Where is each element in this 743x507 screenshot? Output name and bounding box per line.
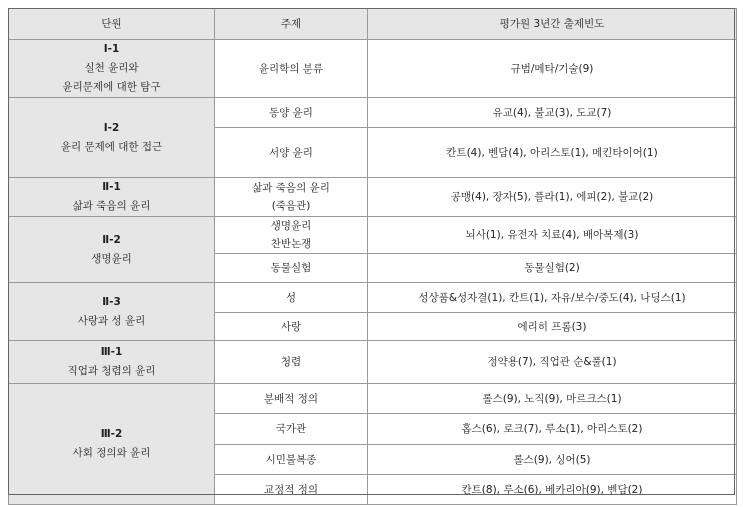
frequency-cell: 홉스(6), 로크(7), 루소(1), 아리스토(2) bbox=[368, 414, 737, 445]
frequency-cell: 규범/메타/기술(9) bbox=[368, 40, 737, 98]
frequency-cell: 동물실험(2) bbox=[368, 254, 737, 283]
topic-cell bbox=[215, 341, 368, 384]
unit-cell bbox=[9, 98, 215, 178]
topic-text: 동물실험 bbox=[270, 262, 312, 274]
frequency-cell: 뇌사(1), 유전자 치료(4), 배아복제(3) bbox=[368, 217, 737, 254]
table-row bbox=[9, 341, 737, 384]
topic-text: 국가관 bbox=[275, 423, 307, 435]
unit-code: Ⅰ-2 bbox=[103, 121, 120, 134]
topic-text: 생명윤리 bbox=[270, 220, 312, 232]
unit-title: 사랑과 성 윤리 bbox=[77, 314, 146, 327]
frequency-cell: 에리히 프롬(3) bbox=[368, 313, 737, 341]
frequency-cell: 롤스(9), 싱어(5) bbox=[368, 445, 737, 475]
table-row bbox=[9, 384, 737, 414]
topic-text: 서양 윤리 bbox=[269, 146, 313, 159]
unit-cell bbox=[9, 40, 215, 98]
topic-cell bbox=[215, 384, 368, 414]
unit-code: Ⅰ-1 bbox=[103, 43, 120, 55]
unit-code: Ⅱ-2 bbox=[102, 233, 121, 246]
topic-cell bbox=[215, 217, 368, 254]
topic-text: 교정적 정의 bbox=[263, 483, 319, 496]
header-row bbox=[9, 9, 737, 40]
unit-cell bbox=[9, 178, 215, 217]
unit-cell bbox=[9, 283, 215, 341]
topic-cell bbox=[215, 254, 368, 283]
unit-title: 사회 정의와 윤리 bbox=[72, 447, 151, 459]
topic-text: 동양 윤리 bbox=[269, 106, 313, 119]
header-topic: 주제 bbox=[215, 9, 368, 40]
topic-text: 청렴 bbox=[280, 356, 302, 368]
unit-title: 직업과 청렴의 윤리 bbox=[67, 365, 156, 377]
unit-title: 실천 윤리와 bbox=[84, 62, 139, 74]
unit-title: 윤리문제에 대한 탐구 bbox=[62, 81, 161, 93]
frequency-cell: 롤스(9), 노직(9), 마르크스(1) bbox=[368, 384, 737, 414]
topic-text: 분배적 정의 bbox=[263, 392, 319, 405]
topic-cell bbox=[215, 475, 368, 505]
frequency-cell: 성상품&성자결(1), 칸트(1), 자유/보수/중도(4), 나딩스(1) bbox=[368, 283, 737, 313]
unit-cell bbox=[9, 341, 215, 384]
topic-text: 사랑 bbox=[280, 320, 302, 333]
exam-frequency-table bbox=[8, 8, 737, 505]
header-frequency: 평가원 3년간 출제빈도 bbox=[368, 9, 737, 40]
topic-text: 시민불복종 bbox=[265, 453, 317, 466]
unit-code: Ⅲ-1 bbox=[100, 346, 123, 358]
topic-cell bbox=[215, 445, 368, 475]
topic-cell bbox=[215, 414, 368, 445]
unit-title: 윤리 문제에 대한 접근 bbox=[60, 140, 163, 153]
unit-code: Ⅲ-2 bbox=[100, 428, 123, 440]
unit-code: Ⅱ-3 bbox=[102, 295, 121, 308]
topic-text: 성 bbox=[285, 291, 297, 304]
frequency-cell: 공맹(4), 장자(5), 플라(1), 에피(2), 불교(2) bbox=[368, 178, 737, 217]
unit-cell bbox=[9, 217, 215, 283]
table-row bbox=[9, 98, 737, 128]
topic-cell bbox=[215, 178, 368, 217]
frequency-cell: 칸트(8), 루소(6), 베카리아(9), 벤담(2) bbox=[368, 475, 737, 505]
topic-text: 윤리학의 분류 bbox=[258, 62, 324, 75]
table-row bbox=[9, 40, 737, 98]
topic-cell bbox=[215, 98, 368, 128]
topic-cell bbox=[215, 40, 368, 98]
header-unit: 단원 bbox=[9, 9, 215, 40]
topic-text: 찬반논쟁 bbox=[270, 238, 312, 250]
topic-cell bbox=[215, 313, 368, 341]
table-row bbox=[9, 178, 737, 217]
unit-cell bbox=[9, 384, 215, 505]
frequency-cell: 정약용(7), 직업관 순&풀(1) bbox=[368, 341, 737, 384]
topic-cell bbox=[215, 128, 368, 178]
topic-cell bbox=[215, 283, 368, 313]
frequency-cell: 유교(4), 불교(3), 도교(7) bbox=[368, 98, 737, 128]
table-row bbox=[9, 283, 737, 313]
unit-title: 생명윤리 bbox=[91, 252, 132, 265]
unit-title: 삶과 죽음의 윤리 bbox=[72, 200, 151, 212]
unit-code: Ⅱ-1 bbox=[102, 181, 121, 193]
topic-text: (죽음관) bbox=[271, 200, 311, 212]
topic-text: 삶과 죽음의 윤리 bbox=[252, 182, 330, 194]
table-row bbox=[9, 217, 737, 254]
frequency-cell: 칸트(4), 벤담(4), 아리스토(1), 메킨타이어(1) bbox=[368, 128, 737, 178]
